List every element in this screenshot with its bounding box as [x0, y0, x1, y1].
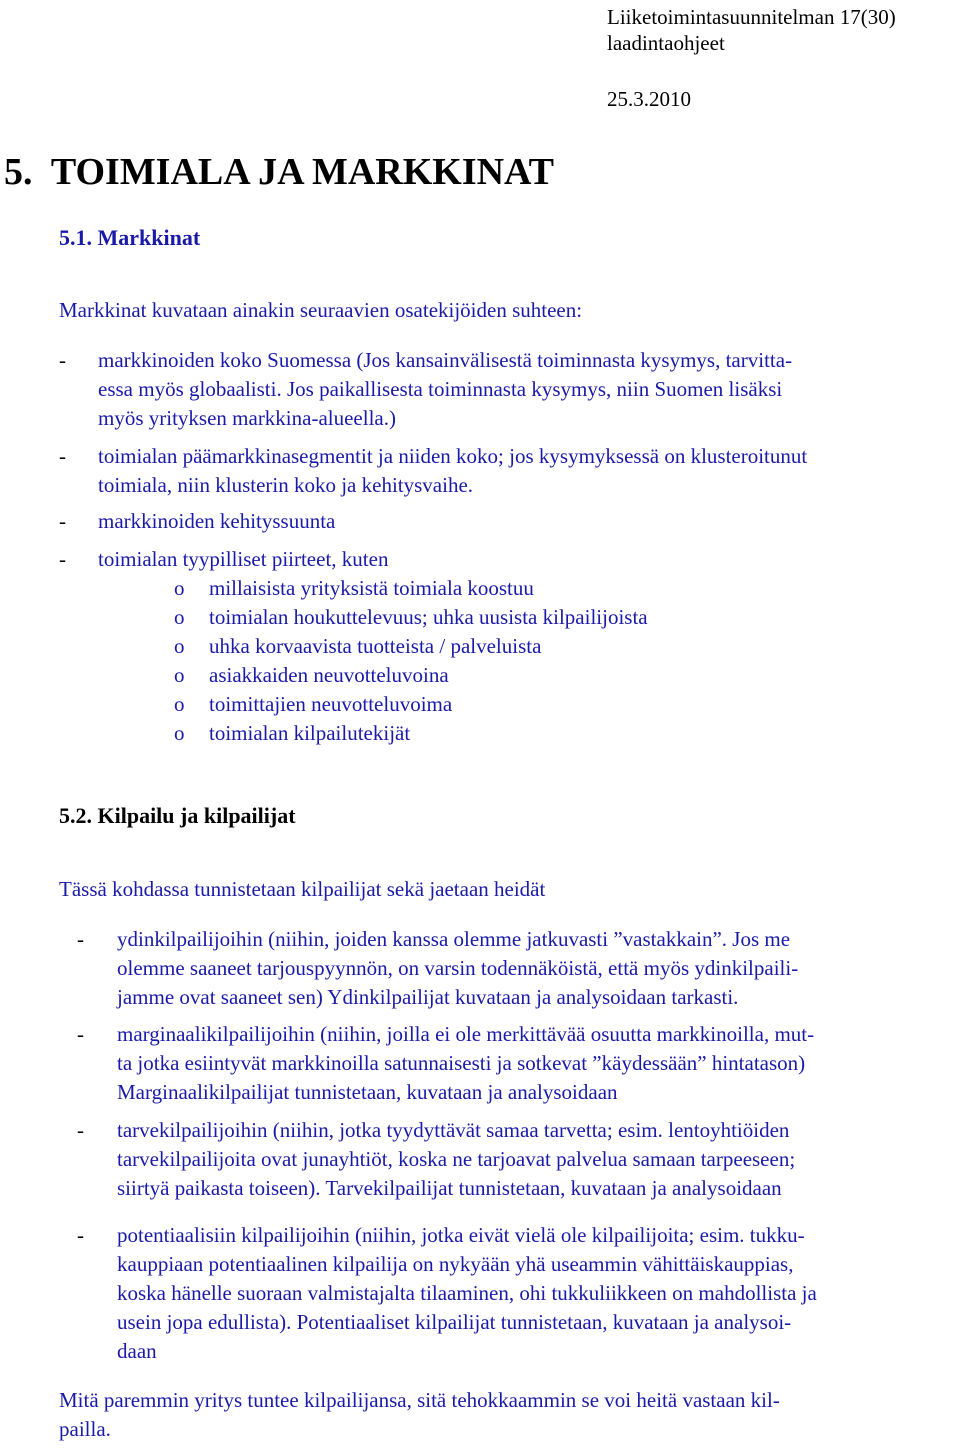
- dash-marker: -: [59, 444, 66, 468]
- section-5-1-heading: 5.1. Markkinat: [59, 225, 201, 250]
- dash-marker: -: [59, 509, 66, 533]
- list-item-line: essa myös globaalisti. Jos paikallisesta toiminnasta kysymys, niin Suomen lisäksi: [98, 377, 783, 401]
- list-item-line: kauppiaan potentiaalinen kilpailija on nykyään yhä useammin vähittäiskauppias,: [117, 1252, 794, 1276]
- dash-marker: -: [77, 927, 84, 951]
- bullet-marker: o: [174, 721, 185, 745]
- bullet-marker: o: [174, 663, 185, 687]
- list-item-line: daan: [117, 1339, 157, 1363]
- section-5-heading: 5. TOIMIALA JA MARKKINAT: [4, 151, 555, 193]
- list-item-line: markkinoiden kehityssuunta: [98, 509, 336, 533]
- list-item-line: Marginaalikilpailijat tunnistetaan, kuvataan ja analysoidaan: [117, 1080, 618, 1104]
- list-item-line: jamme ovat saaneet sen) Ydinkilpailijat kuvataan ja analysoidaan tarkasti.: [117, 985, 739, 1009]
- section-5-1-intro: Markkinat kuvataan ainakin seuraavien osatekijöiden suhteen:: [59, 298, 583, 322]
- list-item-line: siirtyä paikasta toiseen). Tarvekilpailijat tunnistetaan, kuvataan ja analysoidaan: [117, 1176, 782, 1200]
- closing-line: pailla.: [59, 1417, 111, 1441]
- list-item-line: marginaalikilpailijoihin (niihin, joilla ei ole merkittävää osuutta markkinoilla, mut-: [117, 1022, 815, 1046]
- bullet-marker: o: [174, 692, 185, 716]
- list-item-line: tarvekilpailijoihin (niihin, jotka tyydyttävät samaa tarvetta; esim. lentoyhtiöiden: [117, 1118, 790, 1142]
- list-item-line: usein jopa edullista). Potentiaaliset kilpailijat tunnistetaan, kuvataan ja analysoi-: [117, 1310, 792, 1334]
- list-item-line: toimiala, niin klusterin koko ja kehitysvaihe.: [98, 473, 474, 497]
- section-5-2-intro: Tässä kohdassa tunnistetaan kilpailijat sekä jaetaan heidät: [59, 877, 546, 901]
- header-title: Liiketoimintasuunnitelman 17(30): [607, 5, 896, 29]
- list-item-line: koska hänelle suoraan valmistajalta tilaaminen, ohi tukkuliikkeen on mahdollista ja: [117, 1281, 817, 1305]
- section-5-2-heading: 5.2. Kilpailu ja kilpailijat: [59, 803, 296, 828]
- list-item-line: toimialan tyypilliset piirteet, kuten: [98, 547, 389, 571]
- closing-line: Mitä paremmin yritys tuntee kilpailijansa, sitä tehokkaammin se voi heitä vastaan kil-: [59, 1388, 780, 1412]
- header-date: 25.3.2010: [607, 87, 691, 111]
- bullet-marker: o: [174, 605, 185, 629]
- list-item-line: markkinoiden koko Suomessa (Jos kansainvälisestä toiminnasta kysymys, tarvitta-: [98, 348, 793, 372]
- list-item-line: ta jotka esiintyvät markkinoilla satunnaisesti ja sotkevat ”käydessään” hintatason): [117, 1051, 806, 1075]
- list-item-line: olemme saaneet tarjouspyynnön, on varsin todennäköistä, että myös ydinkilpaili-: [117, 956, 799, 980]
- sub-list-item: toimialan kilpailutekijät: [209, 721, 411, 745]
- dash-marker: -: [77, 1118, 84, 1142]
- list-item-line: tarvekilpailijoita ovat junayhtiöt, koska ne tarjoavat palvelua samaan tarpeeseen;: [117, 1147, 796, 1171]
- list-item-line: ydinkilpailijoihin (niihin, joiden kanssa olemme jatkuvasti ”vastakkain”. Jos me: [117, 927, 791, 951]
- sub-list-item: toimialan houkuttelevuus; uhka uusista kilpailijoista: [209, 605, 648, 629]
- list-item-line: myös yrityksen markkina-alueella.): [98, 406, 396, 430]
- dash-marker: -: [77, 1022, 84, 1046]
- dash-marker: -: [59, 348, 66, 372]
- sub-list-item: toimittajien neuvotteluvoima: [209, 692, 453, 716]
- sub-list-item: asiakkaiden neuvotteluvoina: [209, 663, 449, 687]
- header-subtitle: laadintaohjeet: [607, 31, 725, 55]
- sub-list-item: uhka korvaavista tuotteista / palveluista: [209, 634, 542, 658]
- list-item-line: potentiaalisiin kilpailijoihin (niihin, jotka eivät vielä ole kilpailijoita; esim. tukku-: [117, 1223, 805, 1247]
- bullet-marker: o: [174, 576, 185, 600]
- list-item-line: toimialan päämarkkinasegmentit ja niiden koko; jos kysymyksessä on klusteroitunut: [98, 444, 808, 468]
- dash-marker: -: [59, 547, 66, 571]
- sub-list-item: millaisista yrityksistä toimiala koostuu: [209, 576, 534, 600]
- dash-marker: -: [77, 1223, 84, 1247]
- bullet-marker: o: [174, 634, 185, 658]
